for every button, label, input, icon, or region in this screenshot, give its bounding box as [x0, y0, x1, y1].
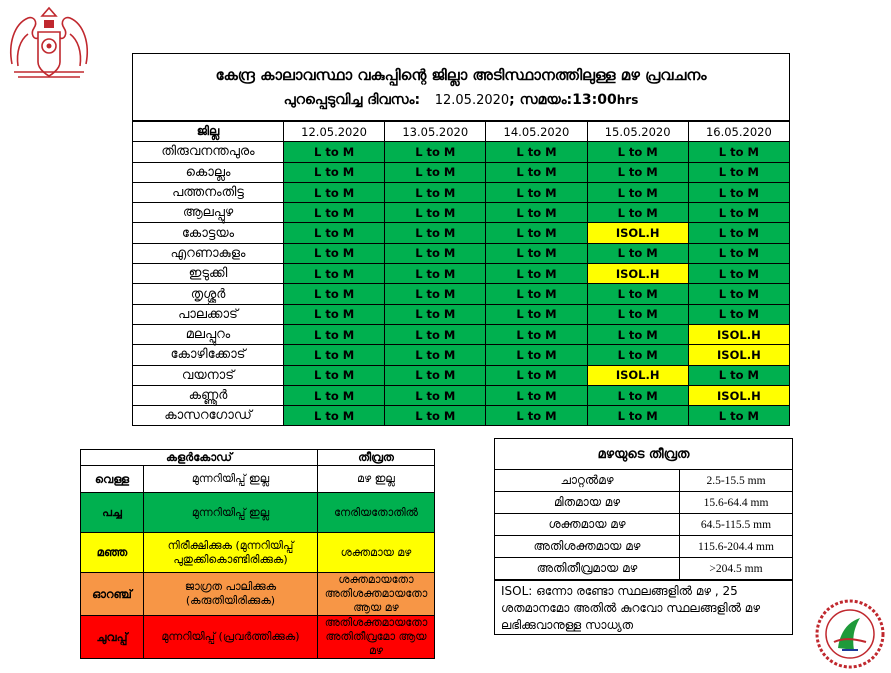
forecast-cell: L to M	[385, 264, 486, 284]
forecast-cell: L to M	[486, 365, 587, 385]
forecast-row	[133, 385, 790, 405]
intensity-text: ശക്തമായ മഴ	[318, 533, 435, 573]
rain-intensity-table	[494, 438, 793, 580]
date-header: 13.05.2020	[385, 122, 486, 142]
forecast-cell: ISOL.H	[587, 223, 688, 243]
forecast-cell: L to M	[385, 385, 486, 405]
warning-text: ജാഗ്രത പാലിക്കുക (കരുതിയിരിക്കുക)	[144, 573, 318, 616]
forecast-cell: L to M	[284, 182, 385, 202]
rain-range: 115.6-204.4 mm	[680, 536, 793, 558]
district-name: ആലപ്പുഴ	[133, 203, 284, 223]
forecast-cell: L to M	[587, 142, 688, 162]
forecast-row	[133, 406, 790, 426]
time-label: ; സമയം:	[509, 92, 573, 108]
district-name: തൃശ്ശൂർ	[133, 284, 284, 304]
forecast-cell: L to M	[385, 243, 486, 263]
forecast-cell: L to M	[486, 324, 587, 344]
rain-type: ശക്തമായ മഴ	[495, 514, 680, 536]
forecast-cell: L to M	[587, 385, 688, 405]
forecast-cell: L to M	[587, 284, 688, 304]
intensity-text: നേരിയതോതിൽ	[318, 493, 435, 533]
warning-text: മുന്നറിയിപ്പ് (പ്രവർത്തിക്കുക)	[144, 616, 318, 659]
forecast-cell: L to M	[284, 406, 385, 426]
date-header: 12.05.2020	[284, 122, 385, 142]
forecast-cell: L to M	[688, 243, 789, 263]
forecast-cell: L to M	[284, 264, 385, 284]
forecast-body	[133, 142, 790, 426]
color-code-row	[81, 573, 435, 616]
forecast-cell: L to M	[587, 243, 688, 263]
forecast-cell: L to M	[486, 203, 587, 223]
forecast-cell: L to M	[486, 406, 587, 426]
color-name: ഓറഞ്ച്	[81, 573, 144, 616]
disaster-authority-logo-icon	[812, 598, 888, 670]
rain-intensity-row	[495, 514, 793, 536]
isol-note: ISOL: ഒന്നോ രണ്ടോ സ്ഥലങ്ങളിൽ മഴ , 25 ശതമാനമോ അതിൽ കുറവോ സ്ഥലങ്ങളിൽ മഴ ലഭിക്കുവാനുള്ള സാധ്യത	[494, 580, 793, 635]
district-name: കോട്ടയം	[133, 223, 284, 243]
forecast-cell: L to M	[587, 324, 688, 344]
forecast-cell: L to M	[688, 142, 789, 162]
forecast-cell: L to M	[486, 304, 587, 324]
color-name: വെള്ള	[81, 466, 144, 493]
rain-intensity-row	[495, 492, 793, 514]
forecast-cell: L to M	[486, 223, 587, 243]
color-name: ചുവപ്പ്	[81, 616, 144, 659]
forecast-cell: ISOL.H	[587, 365, 688, 385]
forecast-row	[133, 324, 790, 344]
forecast-cell: L to M	[587, 406, 688, 426]
forecast-title: കേന്ദ്ര കാലാവസ്ഥാ വകുപ്പിന്റെ ജില്ലാ അടിസ്ഥാനത്തിലുള്ള മഴ പ്രവചനം	[215, 66, 707, 84]
issued-label: പുറപ്പെടുവിച്ച ദിവസം:	[283, 92, 421, 108]
color-name: പച്ച	[81, 493, 144, 533]
district-name: പത്തനംതിട്ട	[133, 182, 284, 202]
forecast-cell: L to M	[284, 142, 385, 162]
district-name: വയനാട്	[133, 365, 284, 385]
forecast-cell: L to M	[688, 162, 789, 182]
district-name: കണ്ണൂർ	[133, 385, 284, 405]
forecast-cell: L to M	[385, 182, 486, 202]
forecast-cell: L to M	[385, 142, 486, 162]
forecast-cell: L to M	[486, 345, 587, 365]
forecast-cell: L to M	[587, 203, 688, 223]
forecast-cell: L to M	[284, 304, 385, 324]
forecast-cell: L to M	[385, 162, 486, 182]
forecast-cell: L to M	[688, 203, 789, 223]
date-header: 14.05.2020	[486, 122, 587, 142]
forecast-cell: L to M	[688, 182, 789, 202]
kerala-emblem-icon	[4, 4, 94, 82]
forecast-cell: L to M	[486, 264, 587, 284]
rain-range: >204.5 mm	[680, 558, 793, 580]
forecast-row	[133, 142, 790, 162]
forecast-cell: L to M	[284, 203, 385, 223]
forecast-row	[133, 223, 790, 243]
date-header: 16.05.2020	[688, 122, 789, 142]
forecast-cell: L to M	[385, 203, 486, 223]
issued-date: 12.05.2020	[434, 93, 510, 108]
color-name: മഞ്ഞ	[81, 533, 144, 573]
forecast-cell: L to M	[284, 162, 385, 182]
forecast-cell: L to M	[385, 365, 486, 385]
forecast-cell: L to M	[284, 223, 385, 243]
forecast-row	[133, 365, 790, 385]
forecast-table	[132, 121, 790, 426]
forecast-cell: L to M	[486, 142, 587, 162]
color-code-header: കളർകോഡ്	[81, 450, 318, 466]
forecast-cell: L to M	[688, 304, 789, 324]
forecast-cell: L to M	[284, 345, 385, 365]
color-code-row	[81, 493, 435, 533]
district-name: കൊല്ലം	[133, 162, 284, 182]
forecast-cell: ISOL.H	[587, 264, 688, 284]
forecast-cell: L to M	[486, 243, 587, 263]
forecast-row	[133, 345, 790, 365]
forecast-cell: L to M	[385, 324, 486, 344]
issue-info	[133, 92, 789, 108]
forecast-row	[133, 203, 790, 223]
rain-type: ചാറ്റൽമഴ	[495, 470, 680, 492]
district-name: കോഴിക്കോട്	[133, 345, 284, 365]
forecast-cell: L to M	[486, 284, 587, 304]
rain-range: 15.6-64.4 mm	[680, 492, 793, 514]
forecast-cell: L to M	[284, 365, 385, 385]
warning-text: മുന്നറിയിപ്പ് ഇല്ല	[144, 493, 318, 533]
district-name: ഇടുക്കി	[133, 264, 284, 284]
color-code-row	[81, 616, 435, 659]
forecast-cell: L to M	[486, 385, 587, 405]
forecast-row	[133, 182, 790, 202]
district-name: കാസറഗോഡ്	[133, 406, 284, 426]
color-code-header-row	[81, 450, 435, 466]
forecast-cell: L to M	[688, 223, 789, 243]
intensity-header: തീവ്രത	[318, 450, 435, 466]
forecast-cell: L to M	[688, 365, 789, 385]
forecast-cell: L to M	[284, 243, 385, 263]
intensity-text: അതിശക്തമായതോ അതിതീവ്രമോ ആയ മഴ	[318, 616, 435, 659]
rain-type: അതിതീവ്രമായ മഴ	[495, 558, 680, 580]
forecast-cell: L to M	[587, 162, 688, 182]
district-name: എറണാകുളം	[133, 243, 284, 263]
intensity-text: മഴ ഇല്ല	[318, 466, 435, 493]
forecast-cell: L to M	[385, 406, 486, 426]
forecast-row	[133, 284, 790, 304]
forecast-cell: L to M	[587, 304, 688, 324]
forecast-cell: L to M	[587, 345, 688, 365]
forecast-cell: L to M	[688, 406, 789, 426]
rain-intensity-row	[495, 470, 793, 492]
color-code-row	[81, 533, 435, 573]
forecast-header-row	[133, 122, 790, 142]
forecast-row	[133, 264, 790, 284]
forecast-cell: L to M	[486, 182, 587, 202]
forecast-row	[133, 243, 790, 263]
forecast-cell: L to M	[284, 324, 385, 344]
district-name: പാലക്കാട്	[133, 304, 284, 324]
district-name: മലപ്പുറം	[133, 324, 284, 344]
forecast-row	[133, 304, 790, 324]
rain-intensity-title-row	[495, 439, 793, 470]
forecast-cell: ISOL.H	[688, 385, 789, 405]
forecast-header	[132, 53, 790, 121]
forecast-cell: L to M	[587, 182, 688, 202]
rain-intensity-row	[495, 536, 793, 558]
rain-range: 2.5-15.5 mm	[680, 470, 793, 492]
rain-type: മിതമായ മഴ	[495, 492, 680, 514]
forecast-cell: L to M	[385, 284, 486, 304]
rain-intensity-row	[495, 558, 793, 580]
rain-type: അതിശക്തമായ മഴ	[495, 536, 680, 558]
time-value: 13:00	[572, 92, 617, 108]
forecast-cell: L to M	[284, 385, 385, 405]
forecast-cell: ISOL.H	[688, 324, 789, 344]
color-code-table	[80, 449, 435, 659]
rain-range: 64.5-115.5 mm	[680, 514, 793, 536]
district-name: തിരുവനന്തപുരം	[133, 142, 284, 162]
forecast-cell: L to M	[284, 284, 385, 304]
rain-intensity-title: മഴയുടെ തീവ്രത	[495, 439, 793, 470]
time-unit: hrs	[616, 93, 639, 107]
warning-text: നിരീക്ഷിക്കുക (മുന്നറിയിപ്പ് പുതുക്കികൊണ്ടിരിക്കുക)	[144, 533, 318, 573]
forecast-cell: L to M	[385, 345, 486, 365]
date-header: 15.05.2020	[587, 122, 688, 142]
forecast-cell: L to M	[486, 162, 587, 182]
forecast-cell: L to M	[385, 304, 486, 324]
warning-text: മുന്നറിയിപ്പ് ഇല്ല	[144, 466, 318, 493]
forecast-cell: L to M	[385, 223, 486, 243]
forecast-row	[133, 162, 790, 182]
intensity-text: ശക്തമായതോ അതിശക്തമായതോ ആയ മഴ	[318, 573, 435, 616]
forecast-cell: ISOL.H	[688, 345, 789, 365]
forecast-cell: L to M	[688, 284, 789, 304]
district-column-header: ജില്ല	[133, 122, 284, 142]
color-code-row	[81, 466, 435, 493]
forecast-cell: L to M	[688, 264, 789, 284]
